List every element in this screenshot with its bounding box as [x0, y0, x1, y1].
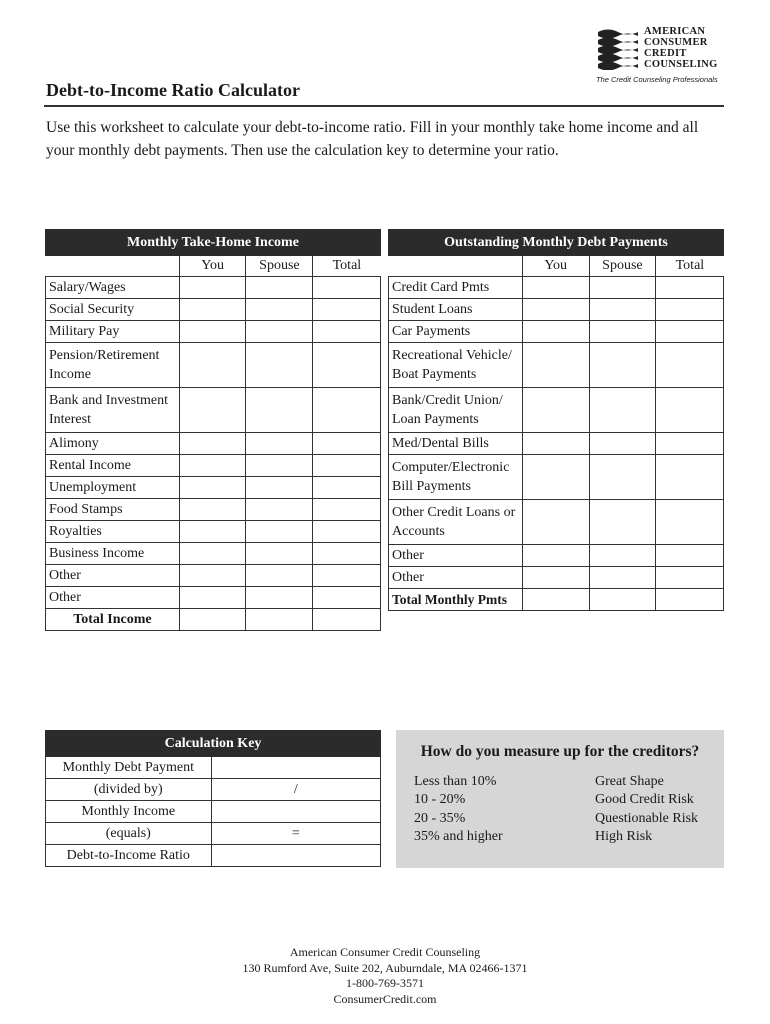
debt-you-input[interactable]: [522, 567, 589, 589]
income-row-label: Unemployment: [46, 477, 180, 499]
total-monthly-pmts-label: Total Monthly Pmts: [389, 589, 523, 611]
debt-col-spouse: Spouse: [589, 256, 656, 277]
measure-up-title: How do you measure up for the creditors?: [420, 743, 700, 760]
measure-row: [414, 792, 714, 811]
debt-you-input[interactable]: [522, 277, 589, 299]
measure-rating: Great Shape: [595, 774, 664, 789]
debt-header: Outstanding Monthly Debt Payments: [389, 230, 724, 256]
income-total-input[interactable]: [313, 277, 381, 299]
logo-wordmark: AMERICAN CONSUMER CREDIT COUNSELING: [644, 26, 718, 70]
income-col-you: You: [179, 256, 246, 277]
intro-text: Use this worksheet to calculate your debt-to-income ratio. Fill in your monthly take home income and all your monthly debt payments. Then use the calculation key to determine your ratio.: [46, 119, 699, 159]
income-spouse-input[interactable]: [246, 521, 313, 543]
debt-col-total: Total: [656, 256, 724, 277]
measure-rating: Good Credit Risk: [595, 792, 694, 807]
income-total-input[interactable]: [313, 521, 381, 543]
income-you-input[interactable]: [179, 587, 246, 609]
income-you-input[interactable]: [179, 455, 246, 477]
income-you-input[interactable]: [179, 299, 246, 321]
income-row-label: Military Pay: [46, 321, 180, 343]
footer-contact: [0, 945, 770, 1007]
measure-up-box: [396, 730, 724, 868]
total-income-spouse-input[interactable]: [246, 609, 313, 631]
income-blank-header: [46, 256, 180, 277]
debt-spouse-input[interactable]: [589, 343, 656, 388]
income-row-label: Salary/Wages: [46, 277, 180, 299]
income-row-label: Bank and Investment Interest: [46, 388, 180, 433]
debt-total-input[interactable]: [656, 567, 724, 589]
total-income-label: Total Income: [46, 609, 180, 631]
income-spouse-input[interactable]: [246, 499, 313, 521]
income-you-input[interactable]: [179, 277, 246, 299]
footer-address: 130 Rumford Ave, Suite 202, Auburndale, MA 02466-1371: [242, 960, 528, 975]
calc-label-divided: (divided by): [46, 779, 212, 801]
income-total-input[interactable]: [313, 477, 381, 499]
income-spouse-input[interactable]: [246, 321, 313, 343]
debt-row-label: Student Loans: [389, 299, 523, 321]
debt-total-input[interactable]: [656, 545, 724, 567]
income-total-input[interactable]: [313, 299, 381, 321]
debt-total-input[interactable]: [656, 455, 724, 500]
debt-row-label: Other: [389, 545, 523, 567]
debt-total-input[interactable]: [656, 277, 724, 299]
income-spouse-input[interactable]: [246, 277, 313, 299]
debt-spouse-input[interactable]: [589, 433, 656, 455]
debt-total-input[interactable]: [656, 388, 724, 433]
debt-total-input[interactable]: [656, 433, 724, 455]
debt-spouse-input[interactable]: [589, 455, 656, 500]
income-you-input[interactable]: [179, 321, 246, 343]
income-you-input[interactable]: [179, 343, 246, 388]
measure-rating: Questionable Risk: [595, 811, 699, 826]
debt-you-input[interactable]: [522, 321, 589, 343]
total-pmts-spouse-input[interactable]: [589, 589, 656, 611]
footer-phone: 1-800-769-3571: [346, 976, 424, 990]
total-pmts-you-input[interactable]: [522, 589, 589, 611]
calc-label-debt: Monthly Debt Payment: [46, 757, 212, 779]
debt-you-input[interactable]: [522, 343, 589, 388]
income-total-input[interactable]: [313, 455, 381, 477]
income-row-label: Alimony: [46, 433, 180, 455]
title-divider: [44, 105, 724, 107]
debt-row-label: Other: [389, 567, 523, 589]
debt-you-input[interactable]: [522, 433, 589, 455]
debt-you-input[interactable]: [522, 500, 589, 545]
calc-label-ratio: Debt-to-Income Ratio: [46, 845, 212, 867]
income-you-input[interactable]: [179, 433, 246, 455]
debt-spouse-input[interactable]: [589, 500, 656, 545]
income-row-label: Social Security: [46, 299, 180, 321]
income-total-input[interactable]: [313, 321, 381, 343]
income-total-input[interactable]: [313, 343, 381, 388]
income-spouse-input[interactable]: [246, 587, 313, 609]
measure-range: 10 - 20%: [414, 792, 466, 807]
debt-blank-header: [389, 256, 523, 277]
income-row-label: Other: [46, 565, 180, 587]
income-you-input[interactable]: [179, 388, 246, 433]
income-col-spouse: Spouse: [246, 256, 313, 277]
measure-row: [414, 829, 714, 848]
debt-total-input[interactable]: [656, 343, 724, 388]
income-spouse-input[interactable]: [246, 343, 313, 388]
debt-spouse-input[interactable]: [589, 277, 656, 299]
income-spouse-input[interactable]: [246, 433, 313, 455]
footer-website[interactable]: ConsumerCredit.com: [333, 991, 437, 1006]
debt-spouse-input[interactable]: [589, 299, 656, 321]
debt-spouse-input[interactable]: [589, 545, 656, 567]
income-header: Monthly Take-Home Income: [46, 230, 381, 256]
debt-you-input[interactable]: [522, 455, 589, 500]
debt-you-input[interactable]: [522, 388, 589, 433]
income-you-input[interactable]: [179, 477, 246, 499]
income-row-label: Other: [46, 587, 180, 609]
total-pmts-total-input[interactable]: [656, 589, 724, 611]
income-total-input[interactable]: [313, 388, 381, 433]
calc-income-input[interactable]: [211, 801, 380, 823]
income-you-input[interactable]: [179, 565, 246, 587]
measure-row: [414, 774, 714, 793]
income-you-input[interactable]: [179, 499, 246, 521]
debt-row-label: Other Credit Loans or Accounts: [389, 500, 523, 545]
debt-row-label: Bank/Credit Union/ Loan Payments: [389, 388, 523, 433]
income-total-input[interactable]: [313, 499, 381, 521]
debt-row-label: Med/Dental Bills: [389, 433, 523, 455]
income-spouse-input[interactable]: [246, 543, 313, 565]
income-you-input[interactable]: [179, 543, 246, 565]
income-total-input[interactable]: [313, 543, 381, 565]
income-row-label: Business Income: [46, 543, 180, 565]
calc-debt-input[interactable]: [211, 757, 380, 779]
measure-rating: High Risk: [595, 829, 653, 844]
debt-row-label: Credit Card Pmts: [389, 277, 523, 299]
company-logo: [596, 26, 736, 88]
total-income-you-input[interactable]: [179, 609, 246, 631]
debt-total-input[interactable]: [656, 299, 724, 321]
flag-logo-icon: [596, 26, 640, 70]
income-row-label: Pension/Retirement Income: [46, 343, 180, 388]
total-income-total-input[interactable]: [313, 609, 381, 631]
measure-range: Less than 10%: [414, 774, 497, 789]
income-spouse-input[interactable]: [246, 477, 313, 499]
measure-range: 20 - 35%: [414, 811, 466, 826]
income-spouse-input[interactable]: [246, 455, 313, 477]
income-total-input[interactable]: [313, 433, 381, 455]
income-spouse-input[interactable]: [246, 299, 313, 321]
income-row-label: Food Stamps: [46, 499, 180, 521]
page-title: Debt-to-Income Ratio Calculator: [46, 80, 300, 100]
calc-divide-operator: /: [211, 779, 380, 801]
debt-spouse-input[interactable]: [589, 388, 656, 433]
debt-you-input[interactable]: [522, 545, 589, 567]
measure-row: [414, 811, 714, 830]
income-spouse-input[interactable]: [246, 565, 313, 587]
calc-label-equals: (equals): [46, 823, 212, 845]
income-total-input[interactable]: [313, 565, 381, 587]
debt-row-label: Recreational Vehicle/ Boat Payments: [389, 343, 523, 388]
calc-ratio-input[interactable]: [211, 845, 380, 867]
debt-row-label: Car Payments: [389, 321, 523, 343]
debt-total-input[interactable]: [656, 321, 724, 343]
income-row-label: Royalties: [46, 521, 180, 543]
income-total-input[interactable]: [313, 587, 381, 609]
debt-spouse-input[interactable]: [589, 567, 656, 589]
income-col-total: Total: [313, 256, 381, 277]
income-you-input[interactable]: [179, 521, 246, 543]
debt-you-input[interactable]: [522, 299, 589, 321]
debt-row-label: Computer/Electronic Bill Payments: [389, 455, 523, 500]
measure-range: 35% and higher: [414, 829, 503, 844]
logo-tagline: The Credit Counseling Professionals: [596, 75, 718, 84]
calc-label-income: Monthly Income: [46, 801, 212, 823]
income-row-label: Rental Income: [46, 455, 180, 477]
debt-table: [388, 229, 724, 611]
calculation-key-header: Calculation Key: [46, 731, 381, 757]
calculation-key-table: [45, 730, 381, 867]
footer-org: American Consumer Credit Counseling: [289, 945, 481, 959]
debt-total-input[interactable]: [656, 500, 724, 545]
calc-equals-operator: =: [211, 823, 380, 845]
debt-col-you: You: [522, 256, 589, 277]
income-table: [45, 229, 381, 631]
debt-spouse-input[interactable]: [589, 321, 656, 343]
income-spouse-input[interactable]: [246, 388, 313, 433]
